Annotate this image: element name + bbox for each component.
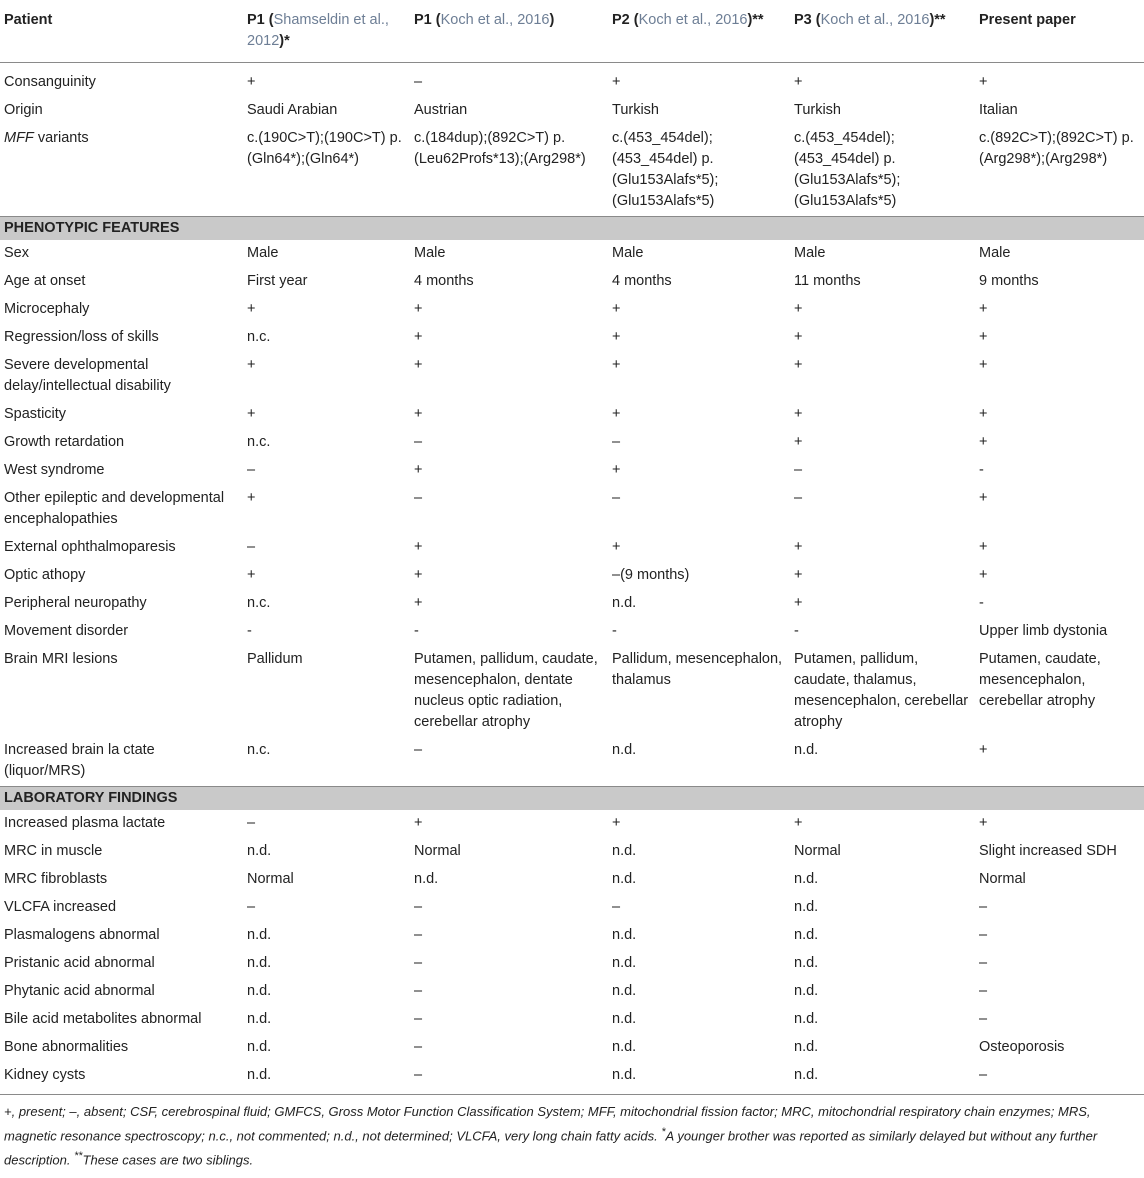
row-label: MRC in muscle	[4, 843, 103, 859]
table-cell: +	[612, 357, 621, 373]
row-label: Consanguinity	[4, 74, 96, 90]
table-cell: –	[414, 927, 423, 943]
table-row	[0, 646, 1144, 737]
phenotypic-rows	[0, 240, 1144, 787]
table-cell: +	[414, 406, 423, 422]
table-cell: –	[247, 462, 256, 478]
table-cell: n.d.	[612, 955, 637, 971]
table-cell: –	[794, 462, 803, 478]
laboratory-rows	[0, 810, 1144, 1095]
row-label: MRC fibroblasts	[4, 871, 108, 887]
row-label: External ophthalmoparesis	[4, 539, 176, 555]
table-cell: n.d.	[794, 927, 819, 943]
row-label: Sex	[4, 245, 29, 261]
table-cell: Pallidum, mesencephalon, thalamus	[612, 651, 783, 688]
table-cell: c.(190C>T);(190C>T) p.(Gln64*);(Gln64*)	[247, 130, 402, 167]
table-row	[0, 324, 1144, 352]
table-cell: n.d.	[794, 1067, 819, 1083]
section-title: PHENOTYPIC FEATURES	[0, 217, 1144, 241]
row-label: Movement disorder	[4, 623, 129, 639]
table-cell: +	[612, 301, 621, 317]
table-cell: +	[979, 74, 988, 90]
row-label: Increased brain la ctate (liquor/MRS)	[4, 742, 155, 779]
table-cell: First year	[247, 273, 308, 289]
section-header-laboratory	[0, 787, 1144, 811]
table-cell: –	[414, 74, 423, 90]
table-cell: –	[247, 899, 256, 915]
table-cell: n.c.	[247, 434, 271, 450]
table-cell: +	[794, 539, 803, 555]
table-cell: +	[612, 406, 621, 422]
table-cell: –	[414, 1067, 423, 1083]
row-label: Bone abnormalities	[4, 1039, 129, 1055]
table-cell: +	[979, 301, 988, 317]
table-cell: +	[612, 329, 621, 345]
table-cell: +	[414, 462, 423, 478]
header-row	[0, 0, 1144, 63]
table-cell: -	[247, 623, 252, 639]
table-row	[0, 922, 1144, 950]
table-cell: +	[979, 490, 988, 506]
row-label: Plasmalogens abnormal	[4, 927, 160, 943]
row-label: Origin	[4, 102, 43, 118]
row-label: Pristanic acid abnormal	[4, 955, 155, 971]
table-cell: +	[612, 539, 621, 555]
table-cell: –	[414, 899, 423, 915]
table-cell: c.(184dup);(892C>T) p.(Leu62Profs*13);(Arg298*)	[414, 130, 586, 167]
table-cell: Putamen, pallidum, caudate, thalamus, mesencephalon, cerebellar atrophy	[794, 651, 969, 730]
citation-link[interactable]: Koch et al., 2016	[440, 12, 550, 28]
table-cell: +	[414, 539, 423, 555]
table-cell: n.d.	[794, 871, 819, 887]
table-cell: –	[414, 490, 423, 506]
row-label: Severe developmental delay/intellectual disability	[4, 357, 171, 394]
table-row	[0, 268, 1144, 296]
table-cell: –	[414, 742, 423, 758]
table-cell: Normal	[247, 871, 294, 887]
table-cell: n.d.	[612, 1039, 637, 1055]
table-cell: Putamen, pallidum, caudate, mesencephalon, dentate nucleus optic radiation, cerebellar atrophy	[414, 651, 598, 730]
row-label: Regression/loss of skills	[4, 329, 159, 345]
table-cell: +	[414, 815, 423, 831]
row-label: MFF variants	[4, 130, 89, 146]
table-cell: n.d.	[247, 1067, 272, 1083]
table-cell: -	[794, 623, 799, 639]
laboratory-section	[0, 787, 1144, 811]
table-cell: Upper limb dystonia	[979, 623, 1108, 639]
table-cell: Slight increased SDH	[979, 843, 1117, 859]
row-label: Kidney cysts	[4, 1067, 86, 1083]
section-header-phenotypic	[0, 217, 1144, 241]
row-label: West syndrome	[4, 462, 105, 478]
row-label: Peripheral neuropathy	[4, 595, 147, 611]
table-row	[0, 950, 1144, 978]
table-cell: +	[414, 301, 423, 317]
table-cell: Austrian	[414, 102, 468, 118]
table-row	[0, 1034, 1144, 1062]
table-cell: n.d.	[612, 742, 637, 758]
table-cell: n.d.	[794, 1011, 819, 1027]
table-cell: -	[612, 623, 617, 639]
table-cell: –	[794, 490, 803, 506]
table-cell: +	[612, 815, 621, 831]
row-label: Age at onset	[4, 273, 86, 289]
table-cell: +	[612, 74, 621, 90]
table-cell: Normal	[414, 843, 461, 859]
table-cell: +	[979, 539, 988, 555]
table-row	[0, 978, 1144, 1006]
header-present-paper: Present paper	[979, 12, 1076, 28]
table-cell: Normal	[979, 871, 1026, 887]
table-cell: n.d.	[612, 843, 637, 859]
table-row	[0, 296, 1144, 324]
table-row	[0, 810, 1144, 838]
table-cell: +	[979, 357, 988, 373]
table-row	[0, 429, 1144, 457]
row-label: Spasticity	[4, 406, 67, 422]
table-cell: +	[979, 329, 988, 345]
table-cell: n.d.	[794, 899, 819, 915]
table-cell: n.d.	[612, 1067, 637, 1083]
table-cell: +	[794, 406, 803, 422]
row-label: Other epileptic and developmental encephalopathies	[4, 490, 225, 527]
table-row	[0, 401, 1144, 429]
row-label: Optic athopy	[4, 567, 86, 583]
table-row	[0, 618, 1144, 646]
table-cell: n.d.	[247, 1039, 272, 1055]
table-cell: +	[979, 742, 988, 758]
table-row	[0, 240, 1144, 268]
row-label: Phytanic acid abnormal	[4, 983, 155, 999]
table-cell: –	[414, 434, 423, 450]
table-cell: -	[979, 462, 984, 478]
header-patient: Patient	[4, 12, 53, 28]
table-row	[0, 1062, 1144, 1095]
table-cell: n.d.	[794, 983, 819, 999]
row-label: VLCFA increased	[4, 899, 117, 915]
table-cell: +	[979, 567, 988, 583]
table-cell: Osteoporosis	[979, 1039, 1065, 1055]
table-cell: Male	[979, 245, 1011, 261]
row-label: Bile acid metabolites abnormal	[4, 1011, 202, 1027]
table-cell: –	[612, 434, 621, 450]
table-cell: +	[794, 301, 803, 317]
table-cell: Italian	[979, 102, 1018, 118]
table-cell: +	[414, 329, 423, 345]
table-footnote: +, present; –, absent; CSF, cerebrospinal fluid; GMFCS, Gross Motor Function Classification System; MFF, mitochondrial fission factor; MRC, mitochondrial respiratory chain enzymes; MRS, magnetic resonance spectroscopy; n.c., not commented; n.d., not determined; VLCFA, very long chain fatty acids. *A younger brother was reported as similarly delayed but without any further description. **These cases are two siblings.	[4, 1104, 1098, 1168]
table-cell: -	[414, 623, 419, 639]
table-cell: n.d.	[612, 927, 637, 943]
table-cell: c.(892C>T);(892C>T) p.(Arg298*);(Arg298*)	[979, 130, 1134, 167]
table-cell: n.c.	[247, 329, 271, 345]
table-cell: +	[794, 329, 803, 345]
table-row	[0, 562, 1144, 590]
table-cell: n.d.	[794, 742, 819, 758]
table-cell: Putamen, caudate, mesencephalon, cerebellar atrophy	[979, 651, 1101, 709]
table-cell: –(9 months)	[612, 567, 690, 583]
header-p1-koch: P1 (Koch et al., 2016)	[414, 12, 555, 28]
table-cell: –	[979, 899, 988, 915]
table-row	[0, 1006, 1144, 1034]
header-p3-koch: P3 (Koch et al., 2016)**	[794, 12, 946, 28]
table-cell: +	[794, 434, 803, 450]
table-cell: –	[612, 490, 621, 506]
table-cell: n.d.	[612, 595, 637, 611]
table-row	[0, 737, 1144, 787]
table-row	[0, 457, 1144, 485]
table-row	[0, 534, 1144, 562]
table-cell: n.d.	[414, 871, 439, 887]
citation-link[interactable]: Koch et al., 2016	[638, 12, 748, 28]
table-row	[0, 866, 1144, 894]
table-cell: +	[247, 74, 256, 90]
table-cell: Male	[612, 245, 644, 261]
table-cell: –	[414, 1011, 423, 1027]
table-cell: –	[979, 927, 988, 943]
general-rows	[0, 63, 1144, 217]
table-row	[0, 838, 1144, 866]
table-cell: Male	[794, 245, 826, 261]
table-cell: –	[979, 983, 988, 999]
row-label: Brain MRI lesions	[4, 651, 118, 667]
table-cell: +	[612, 462, 621, 478]
table-cell: 9 months	[979, 273, 1039, 289]
table-cell: +	[979, 406, 988, 422]
table-cell: n.d.	[247, 927, 272, 943]
table-cell: Male	[247, 245, 279, 261]
table-row	[0, 63, 1144, 98]
table-cell: –	[247, 539, 256, 555]
table-cell: +	[979, 815, 988, 831]
table-cell: n.d.	[247, 983, 272, 999]
table-row	[0, 485, 1144, 534]
row-label: Growth retardation	[4, 434, 125, 450]
table-cell: Turkish	[794, 102, 841, 118]
header-p2-koch: P2 (Koch et al., 2016)**	[612, 12, 764, 28]
table-cell: +	[794, 567, 803, 583]
table-cell: +	[794, 595, 803, 611]
table-cell: –	[612, 899, 621, 915]
table-row	[0, 125, 1144, 217]
table-cell: n.d.	[247, 1011, 272, 1027]
table-cell: +	[247, 301, 256, 317]
table-cell: -	[979, 595, 984, 611]
phenotypic-section	[0, 217, 1144, 241]
table-cell: Saudi Arabian	[247, 102, 338, 118]
table-cell: 4 months	[414, 273, 474, 289]
table-cell: +	[794, 74, 803, 90]
table-row	[0, 352, 1144, 401]
table-cell: +	[414, 595, 423, 611]
table-cell: 11 months	[794, 273, 861, 289]
table-cell: +	[247, 406, 256, 422]
section-title: LABORATORY FINDINGS	[0, 787, 1144, 811]
table-row	[0, 97, 1144, 125]
table-row	[0, 894, 1144, 922]
row-label: Increased plasma lactate	[4, 815, 166, 831]
table-cell: n.c.	[247, 595, 271, 611]
table-cell: Turkish	[612, 102, 659, 118]
table-cell: 4 months	[612, 273, 672, 289]
table-cell: +	[414, 567, 423, 583]
table-row	[0, 590, 1144, 618]
table-cell: Male	[414, 245, 446, 261]
citation-link[interactable]: Koch et al., 2016	[820, 12, 930, 28]
table-cell: n.d.	[612, 871, 637, 887]
table-cell: n.c.	[247, 742, 271, 758]
table-cell: –	[979, 1011, 988, 1027]
table-cell: +	[247, 567, 256, 583]
table-cell: n.d.	[794, 1039, 819, 1055]
table-cell: –	[979, 955, 988, 971]
table-cell: –	[414, 955, 423, 971]
table-cell: Normal	[794, 843, 841, 859]
table-cell: +	[979, 434, 988, 450]
table-cell: n.d.	[794, 955, 819, 971]
table-cell: +	[247, 357, 256, 373]
table-cell: c.(453_454del);(453_454del) p.(Glu153Alafs*5);(Glu153Alafs*5)	[794, 130, 901, 209]
citation-link[interactable]: Shamseldin et al., 2012	[247, 12, 389, 49]
table-cell: n.d.	[612, 1011, 637, 1027]
table-cell: n.d.	[247, 955, 272, 971]
table-cell: –	[979, 1067, 988, 1083]
table-cell: –	[414, 983, 423, 999]
table-cell: +	[794, 357, 803, 373]
table-cell: n.d.	[612, 983, 637, 999]
table-cell: –	[414, 1039, 423, 1055]
table-cell: +	[794, 815, 803, 831]
table-cell: Pallidum	[247, 651, 303, 667]
table-cell: –	[247, 815, 256, 831]
table-cell: +	[247, 490, 256, 506]
row-label: Microcephaly	[4, 301, 90, 317]
table-cell: c.(453_454del);(453_454del) p.(Glu153Alafs*5);(Glu153Alafs*5)	[612, 130, 719, 209]
header-p1-shamseldin: P1 (Shamseldin et al., 2012)*	[247, 12, 389, 49]
table-cell: +	[414, 357, 423, 373]
table-cell: n.d.	[247, 843, 272, 859]
